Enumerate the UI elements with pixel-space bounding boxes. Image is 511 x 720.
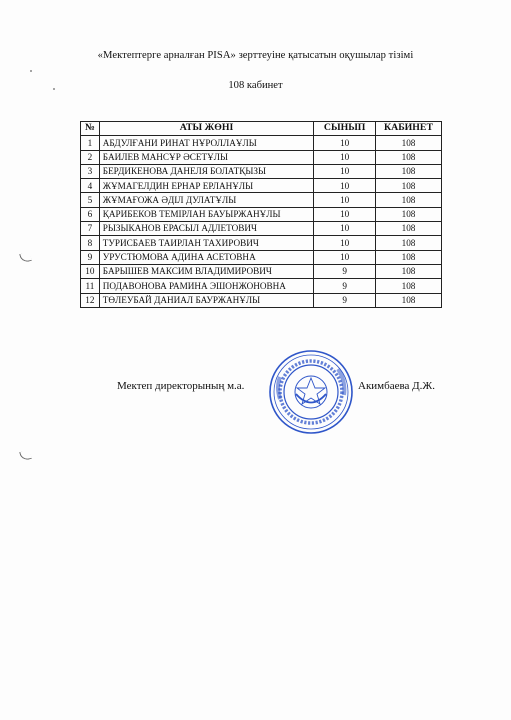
row-number-cell: 6	[81, 207, 100, 221]
scan-speck	[30, 70, 32, 72]
student-name-cell: ЖҰМАҒОЖА ӘДІЛ ДУЛАТҰЛЫ	[99, 193, 314, 207]
student-name-cell: ҚАРИБЕКОВ ТЕМІРЛАН БАУЫРЖАНҰЛЫ	[99, 207, 314, 221]
class-cell: 10	[314, 207, 376, 221]
table-row	[81, 236, 442, 250]
column-header-class: СЫНЫП	[314, 122, 376, 136]
student-name-cell: БАИЛЕВ МАНСҰР ӘСЕТҰЛЫ	[99, 150, 314, 164]
class-cell: 10	[314, 193, 376, 207]
row-number-cell: 1	[81, 136, 100, 150]
table-row	[81, 193, 442, 207]
row-number-cell: 3	[81, 164, 100, 178]
room-cell: 108	[376, 179, 442, 193]
row-number-cell: 12	[81, 293, 100, 307]
class-cell: 10	[314, 179, 376, 193]
column-header-name: АТЫ ЖӨНІ	[99, 122, 314, 136]
room-cell: 108	[376, 164, 442, 178]
stamp-second-ring	[274, 355, 348, 429]
student-name-cell: РЫЗЫКАНОВ ЕРАСЫЛ АДЛЕТОВИЧ	[99, 222, 314, 236]
room-cell: 108	[376, 222, 442, 236]
row-number-cell: 9	[81, 250, 100, 264]
stamp-outer-ring	[270, 351, 352, 433]
class-cell: 10	[314, 250, 376, 264]
table-body	[81, 136, 442, 308]
class-cell: 10	[314, 236, 376, 250]
class-cell: 9	[314, 264, 376, 278]
student-name-cell: БАРЫШЕВ МАКСИМ ВЛАДИМИРОВИЧ	[99, 264, 314, 278]
table-row	[81, 293, 442, 307]
table-row	[81, 150, 442, 164]
room-cell: 108	[376, 136, 442, 150]
row-number-cell: 5	[81, 193, 100, 207]
table-row	[81, 279, 442, 293]
table-row	[81, 222, 442, 236]
room-cell: 108	[376, 279, 442, 293]
table-row	[81, 250, 442, 264]
class-cell: 9	[314, 279, 376, 293]
student-name-cell: ТУРИСБАЕВ ТАИРЛАН ТАХИРОВИЧ	[99, 236, 314, 250]
stamp-emblem-star	[297, 378, 325, 404]
student-name-cell: БЕРДИКЕНОВА ДАНЕЛЯ БОЛАТҚЫЗЫ	[99, 164, 314, 178]
class-cell: 10	[314, 150, 376, 164]
room-cell: 108	[376, 207, 442, 221]
room-cell: 108	[376, 264, 442, 278]
room-cell: 108	[376, 250, 442, 264]
table-row	[81, 136, 442, 150]
class-cell: 10	[314, 164, 376, 178]
room-cell: 108	[376, 236, 442, 250]
stamp-text-band	[280, 361, 342, 423]
signatory-position: Мектеп директорының м.а.	[117, 380, 245, 392]
table-row	[81, 179, 442, 193]
class-cell: 10	[314, 136, 376, 150]
signatory-name: Акимбаева Д.Ж.	[358, 380, 436, 392]
column-header-room: КАБИНЕТ	[376, 122, 442, 136]
class-cell: 10	[314, 222, 376, 236]
table-row	[81, 264, 442, 278]
round-seal-stamp-icon	[266, 347, 356, 437]
row-number-cell: 11	[81, 279, 100, 293]
stamp-ink-smudge	[278, 377, 280, 399]
document-title: «Мектептерге арналған PISA» зерттеуіне қатысатын оқушылар тізімі	[97, 50, 414, 61]
punch-hole-mark	[19, 450, 31, 461]
room-cell: 108	[376, 150, 442, 164]
student-name-cell: УРУСТЮМОВА АДИНА АСЕТОВНА	[99, 250, 314, 264]
column-header-number: №	[81, 122, 100, 136]
table-row	[81, 207, 442, 221]
punch-hole-mark	[19, 252, 31, 263]
student-list-table	[80, 121, 442, 308]
student-name-cell: ЖҰМАГЕЛДИН ЕРНАР ЕРЛАНҰЛЫ	[99, 179, 314, 193]
row-number-cell: 4	[81, 179, 100, 193]
stamp-inner-ring	[284, 365, 338, 419]
student-name-cell: ТӨЛЕУБАЙ ДАНИАЛ БАУРЖАНҰЛЫ	[99, 293, 314, 307]
row-number-cell: 8	[81, 236, 100, 250]
row-number-cell: 7	[81, 222, 100, 236]
room-cell: 108	[376, 293, 442, 307]
row-number-cell: 2	[81, 150, 100, 164]
student-name-cell: АБДУЛҒАНИ РИНАТ НҰРОЛЛАҰЛЫ	[99, 136, 314, 150]
room-subtitle: 108 кабинет	[228, 80, 283, 91]
table-header-row	[81, 122, 442, 136]
table-row	[81, 164, 442, 178]
row-number-cell: 10	[81, 264, 100, 278]
student-name-cell: ПОДАВОНОВА РАМИНА ЭШОНЖОНОВНА	[99, 279, 314, 293]
room-cell: 108	[376, 193, 442, 207]
class-cell: 9	[314, 293, 376, 307]
